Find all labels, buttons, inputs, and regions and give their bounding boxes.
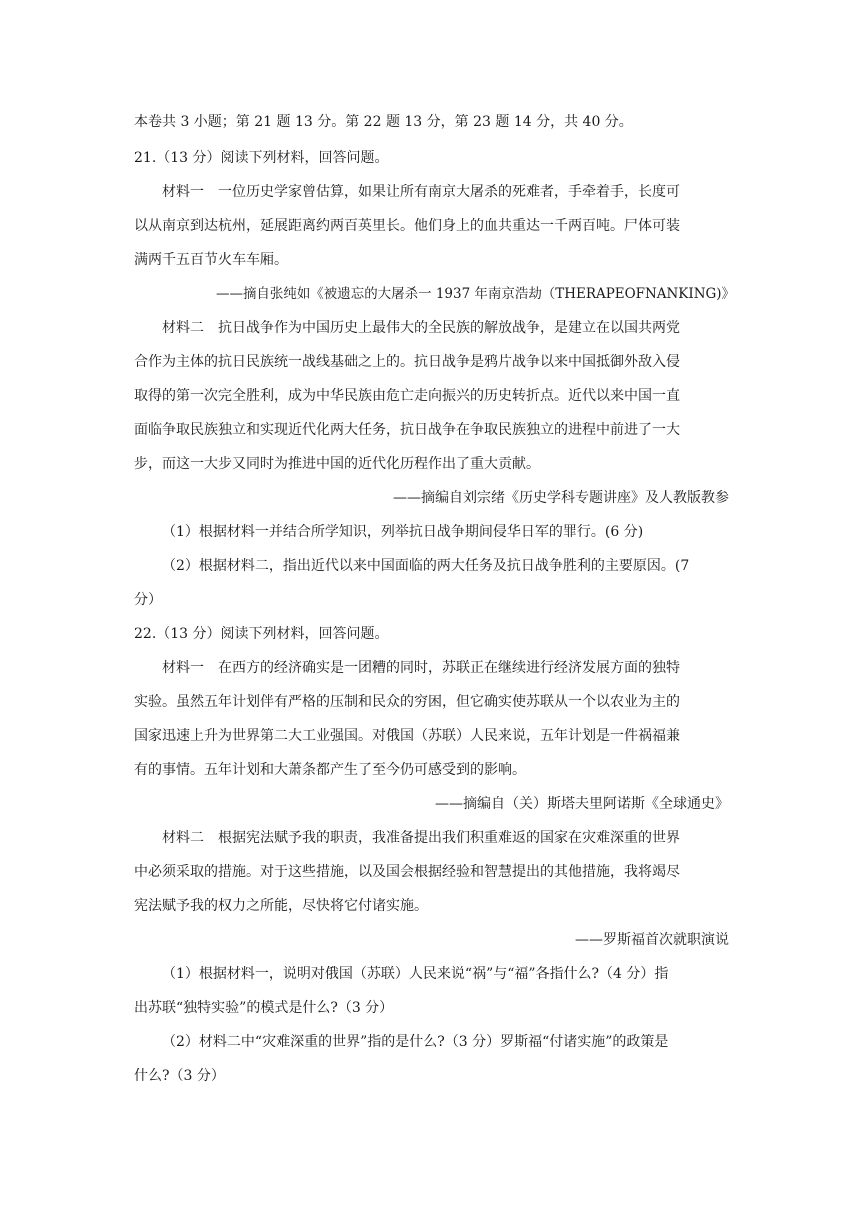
q22-material1-line: 国家迅速上升为世界第二大工业强国。对俄国（苏联）人民来说，五年计划是一件祸福兼	[134, 728, 680, 744]
q22-question-1-cont: 出苏联“独特实验”的模式是什么?（3 分）	[134, 1000, 394, 1016]
q21-question-2-cont: 分）	[134, 592, 162, 608]
q21-material1-source: ——摘自张纯如《被遗忘的大屠杀一 1937 年南京浩劫（THERAPEOFNANKING)》	[216, 286, 735, 302]
q22-material1-line: 实验。虽然五年计划伴有严格的压制和民众的穷困，但它确实使苏联从一个以农业为主的	[134, 694, 680, 710]
q21-material2-line: 合作为主体的抗日民族统一战线基础之上的。抗日战争是鸦片战争以来中国抵御外敌入侵	[134, 354, 680, 370]
q22-material2-line: 中必须采取的措施。对于这些措施，以及国会根据经验和智慧提出的其他措施，我将竭尽	[134, 864, 680, 880]
q21-question-2: （2）根据材料二，指出近代以来中国面临的两大任务及抗日战争胜利的主要原因。(7	[162, 558, 690, 574]
q21-material2-line: 面临争取民族独立和实现近代化两大任务，抗日战争在争取民族独立的进程中前进了一大	[134, 422, 680, 438]
q21-question-1: （1）根据材料一并结合所学知识，列举抗日战争期间侵华日军的罪行。(6 分)	[162, 524, 644, 540]
q21-material2-line: 取得的第一次完全胜利，成为中华民族由危亡走向振兴的历史转折点。近代以来中国一直	[134, 388, 680, 404]
q22-material1-line: 材料一 在西方的经济确实是一团糟的同时，苏联正在继续进行经济发展方面的独特	[162, 660, 680, 676]
q21-material1-line: 满两千五百节火车车厢。	[134, 252, 288, 268]
q21-material1-line: 材料一 一位历史学家曾估算，如果让所有南京大屠杀的死难者，手牵着手，长度可	[162, 184, 680, 200]
q22-question-2-cont: 什么?（3 分）	[134, 1068, 225, 1084]
q22-material1-source: ——摘编自（关）斯塔夫里阿诺斯《全球通史》	[435, 796, 729, 812]
q21-material2-line: 步，而这一大步又同时为推进中国的近代化历程作出了重大贡献。	[134, 456, 540, 472]
q21-material2-line: 材料二 抗日战争作为中国历史上最伟大的全民族的解放战争，是建立在以国共两党	[162, 320, 680, 336]
q22-material1-line: 有的事情。五年计划和大萧条都产生了至今仍可感受到的影响。	[134, 762, 526, 778]
q21-material1-line: 以从南京到达杭州，延展距离约两百英里长。他们身上的血共重达一千两百吨。尸体可装	[134, 218, 680, 234]
q22-material2-source: ——罗斯福首次就职演说	[575, 932, 729, 948]
q22-material2-line: 材料二 根据宪法赋予我的职责，我准备提出我们积重难返的国家在灾难深重的世界	[162, 830, 680, 846]
q22-question-2: （2）材料二中“灾难深重的世界”指的是什么?（3 分）罗斯福“付诸实施”的政策是	[162, 1034, 669, 1050]
q22-question-1: （1）根据材料一，说明对俄国（苏联）人民来说“祸”与“福”各指什么?（4 分）指	[162, 966, 669, 982]
q22-material2-line: 宪法赋予我的权力之所能，尽快将它付诸实施。	[134, 898, 428, 914]
q21-material2-source: ——摘编自刘宗绪《历史学科专题讲座》及人教版教参	[393, 490, 729, 506]
q22-header: 22.（13 分）阅读下列材料，回答问题。	[134, 626, 389, 642]
section-intro: 本卷共 3 小题；第 21 题 13 分。第 22 题 13 分，第 23 题 14 分，共 40 分。	[134, 114, 633, 130]
q21-header: 21.（13 分）阅读下列材料，回答问题。	[134, 150, 389, 166]
